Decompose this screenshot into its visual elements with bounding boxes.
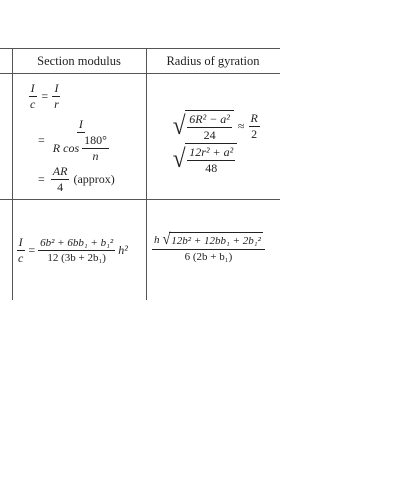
fraction: I R cos $\frac{180^\circ}{n}$ [52,117,107,164]
square-root: √ $\frac{\text{6R² − a²}}{24}$ [172,110,234,142]
column-rule-middle [146,48,147,300]
fraction: $\frac{R}{2}$ [250,110,258,141]
row-divider-rule [0,199,280,200]
square-root: √ $\frac{\text{12r² + a²}}{48}$ [172,143,237,175]
sm-row1-line3: = $\frac{AR}{4}$ (approx) [38,164,115,195]
header-bottom-rule [0,73,280,74]
fraction: $\frac{\text{12r² + a²}}{48}$ [189,145,234,176]
fraction: $\frac{AR}{4}$ [52,164,68,195]
rg-row2-formula [152,232,265,263]
fraction: h √ 12b² + 12bb₁ + 2b₁² 6 (2b + b₁) [152,232,265,263]
fraction: $\frac{\text{6R² − a²}}{24}$ [189,112,230,143]
sm-row1-line1: $\frac{I}{c}$ = $\frac{I}{r}$ [30,81,59,112]
fraction: $\frac{I}{r}$ [54,81,59,112]
header-section-modulus: Section modulus [37,54,121,68]
sm-row2-formula: $\frac{I}{c}$ = $\frac{\text{6b² + 6bb₁ + b₁²}}{\text{12 (3b + 2b₁)}}$ h² [18,235,128,266]
fraction: $\frac{I}{c}$ [18,235,24,266]
table-top-rule [0,48,280,49]
sm-row1-line2: = I R cos $\frac{180^\circ}{n}$ [38,118,111,164]
header-radius-of-gyration: Radius of gyration [166,54,260,68]
rg-row1-line2 [172,143,237,175]
fraction: $\frac{\text{6b² + 6bb₁ + b₁²}}{\text{12 (3b + 2b₁)}}$ [40,237,114,265]
square-root: √ 12b² + 12bb₁ + 2b₁² [161,231,261,248]
fraction: $\frac{I}{c}$ [30,81,36,112]
column-rule-left [12,48,13,300]
fraction: $\frac{180^\circ}{n}$ [84,133,107,164]
rg-row1-line1: √ $\frac{\text{6R² − a²}}{24}$ ≈ $\frac{R}{2}$ [172,110,258,143]
